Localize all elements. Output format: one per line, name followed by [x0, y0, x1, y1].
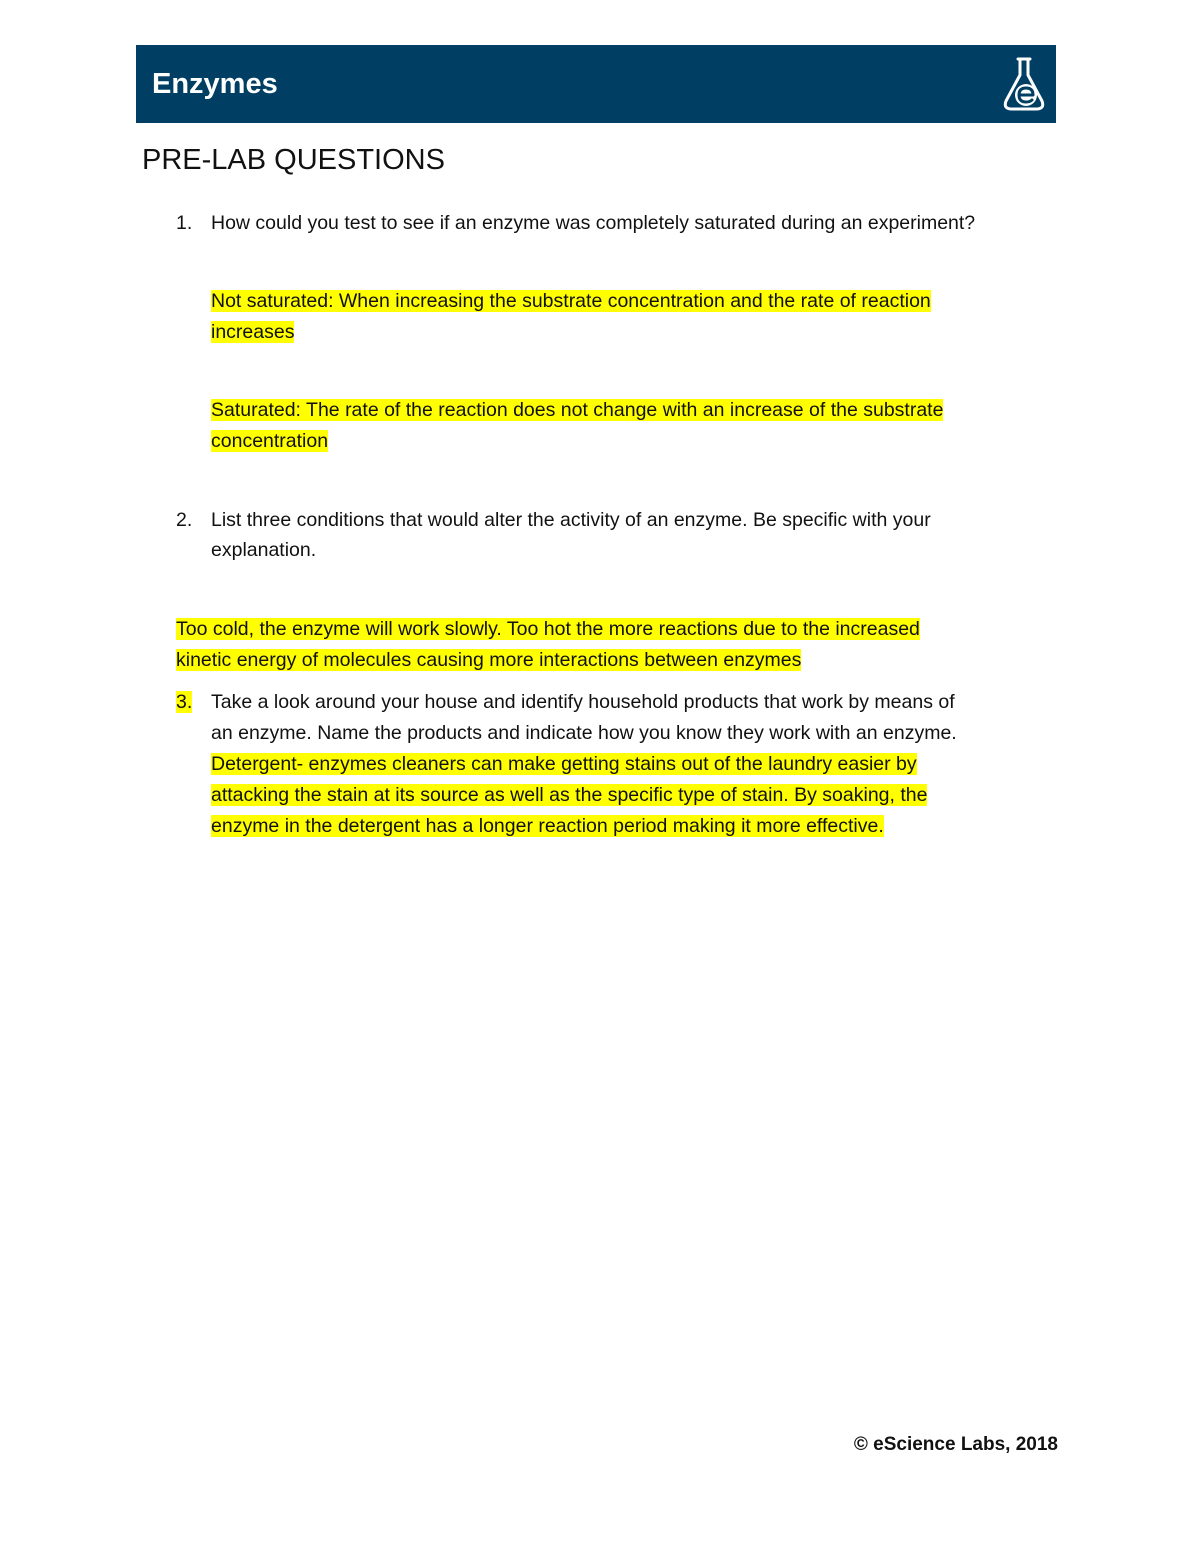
question-3-text-line-2: an enzyme. Name the products and indicate how you know they work with an enzyme. — [211, 722, 957, 744]
answer-3-line-2: attacking the stain at its source as well as the specific type of stain. By soaking, the — [211, 784, 928, 806]
answer-3-line-1: Detergent- enzymes cleaners can make getting stains out of the laundry easier by — [211, 753, 917, 775]
question-1-number: 1. — [176, 212, 193, 234]
question-2-text-line-2: explanation. — [211, 539, 317, 561]
question-2-number: 2. — [176, 509, 193, 531]
question-2-text-line-1: List three conditions that would alter the activity of an enzyme. Be specific with your — [211, 509, 931, 531]
header-bar — [136, 45, 1056, 123]
answer-3-line-3: enzyme in the detergent has a longer reaction period making it more effective. — [211, 815, 884, 837]
answer-1b-line-1: Saturated: The rate of the reaction does not change with an increase of the substrate — [211, 399, 944, 421]
answer-2-line-1: Too cold, the enzyme will work slowly. Too hot the more reactions due to the increased — [176, 618, 920, 640]
answer-1a-line-1: Not saturated: When increasing the substrate concentration and the rate of reaction — [211, 290, 931, 312]
document-title: Enzymes — [152, 68, 278, 100]
copyright-footer: © eScience Labs, 2018 — [853, 1434, 1058, 1455]
answer-1b-line-2: concentration — [211, 430, 329, 452]
question-3-number: 3. — [176, 691, 193, 713]
answer-1a-line-2: increases — [211, 321, 295, 343]
question-3-text-line-1: Take a look around your house and identify household products that work by means of — [211, 691, 955, 713]
question-1-text: How could you test to see if an enzyme was completely saturated during an experiment? — [211, 212, 976, 234]
section-title: PRE-LAB QUESTIONS — [142, 144, 445, 176]
flask-e-logo-icon — [1000, 55, 1048, 113]
answer-2-line-2: kinetic energy of molecules causing more interactions between enzymes — [176, 649, 802, 671]
